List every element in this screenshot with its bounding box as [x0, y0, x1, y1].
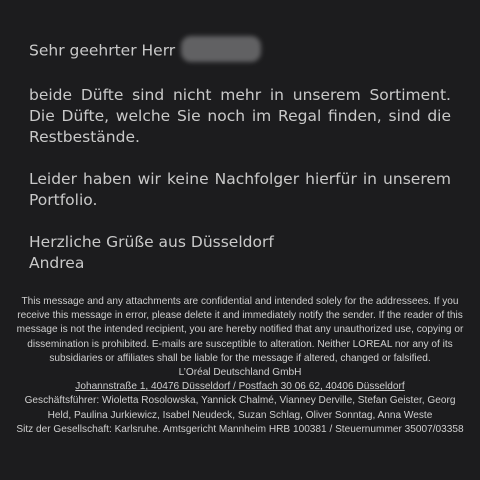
- salutation: [29, 38, 451, 64]
- greeting-text: Sehr geehrter Herr: [29, 41, 176, 60]
- closing-line: Herzliche Grüße aus Düsseldorf: [29, 233, 274, 251]
- redacted-name: [181, 36, 261, 62]
- legal-footer: [13, 295, 467, 437]
- disclaimer-text: This message and any attachments are confidential and intended solely for the addressees. If you receive this message in error, please delete it and immediately notify the sender. If the reader of this message is not the intended recipient, you are hereby notified that any unauthorized use, copying or dissemination is prohibited. E-mails are susceptible to alteration. Neither LOREAL nor any of its subsidiaries or affiliates shall be liable for the message if altered, changed or falsified.: [16, 296, 464, 364]
- signature-name: Andrea: [29, 254, 85, 272]
- body-paragraph: Leider haben wir keine Nachfolger hierfür in unserem Portfolio.: [29, 170, 451, 209]
- body-paragraph: beide Düfte sind nicht mehr in unserem Sortiment. Die Düfte, welche Sie noch im Regal finden, sind die Restbestände.: [29, 86, 451, 146]
- signature-block: [29, 232, 451, 274]
- company-name: L’Oréal Deutschland GmbH: [178, 367, 302, 379]
- registration-info: Sitz der Gesellschaft: Karlsruhe. Amtsgericht Mannheim HRB 100381 / Steuernummer 35007/03358: [16, 423, 464, 435]
- company-address-link[interactable]: Johannstraße 1, 40476 Düsseldorf / Postfach 30 06 62, 40406 Düsseldorf: [75, 381, 405, 393]
- managing-directors: Geschäftsführer: Wioletta Rosolowska, Yannick Chalmé, Vianney Derville, Stefan Geister, Georg Held, Paulina Jurkiewicz, Isabel Neudeck, Suzan Schlag, Oliver Sonntag, Anna Weste: [24, 395, 456, 421]
